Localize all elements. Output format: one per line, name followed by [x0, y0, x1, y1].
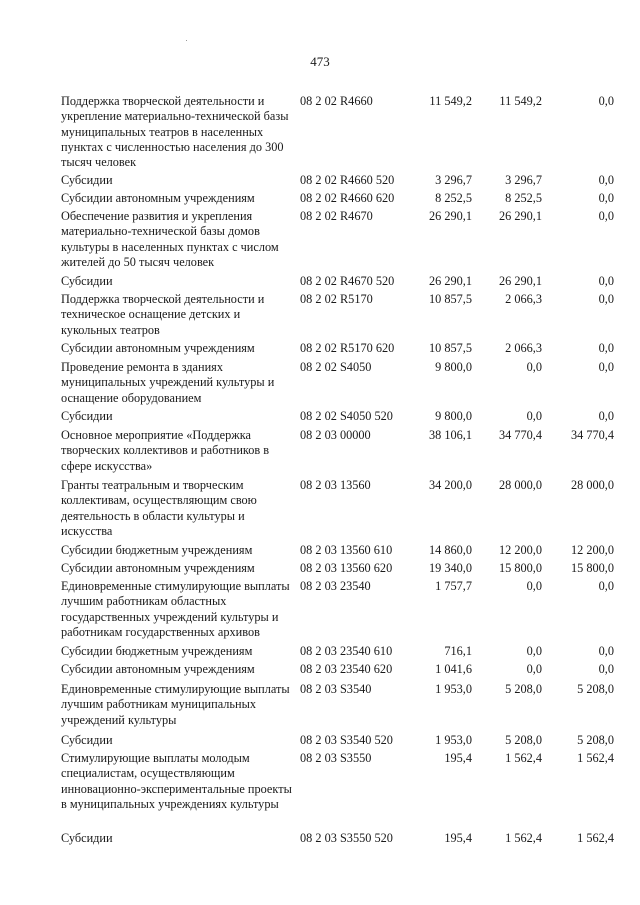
- row-value-3: 0,0: [598, 644, 614, 658]
- row-value-1: 3 296,7: [435, 173, 472, 187]
- row-code: 08 2 02 R4660: [300, 94, 373, 108]
- row-value-3: 0,0: [598, 292, 614, 306]
- row-code: 08 2 03 13560 620: [300, 561, 393, 575]
- row-value-1: 38 106,1: [428, 428, 472, 442]
- row-value-2: 3 296,7: [505, 173, 542, 187]
- row-value-2: 34 770,4: [498, 428, 542, 442]
- row-value-1: 34 200,0: [428, 478, 472, 492]
- row-name: Поддержка творческой деятельности и техническое оснащение детских и кукольных театров: [61, 292, 265, 337]
- row-value-3: 0,0: [598, 173, 614, 187]
- row-value-2: 2 066,3: [505, 292, 542, 306]
- row-name: Субсидии: [61, 274, 113, 288]
- row-name: Субсидии: [61, 173, 113, 187]
- row-code: 08 2 03 S3540 520: [300, 733, 393, 747]
- row-value-2: 5 208,0: [505, 682, 542, 696]
- row-value-1: 1 757,7: [435, 579, 472, 593]
- row-value-1: 1 953,0: [435, 682, 472, 696]
- row-value-3: 0,0: [598, 274, 614, 288]
- row-value-2: 15 800,0: [498, 561, 542, 575]
- row-code: 08 2 02 S4050: [300, 360, 372, 374]
- row-code: 08 2 02 R4670: [300, 209, 373, 223]
- row-value-3: 5 208,0: [577, 682, 614, 696]
- row-name: Субсидии: [61, 409, 113, 423]
- row-value-3: 0,0: [598, 579, 614, 593]
- row-name: Поддержка творческой деятельности и укрепление материально-технической базы муниципальных театров в населенных пунктах с численностью населения до 300 тысяч человек: [61, 94, 289, 170]
- row-code: 08 2 03 S3550: [300, 751, 372, 765]
- row-code: 08 2 02 R5170 620: [300, 341, 395, 355]
- row-value-3: 28 000,0: [570, 478, 614, 492]
- row-value-1: 26 290,1: [428, 209, 472, 223]
- row-value-3: 0,0: [598, 341, 614, 355]
- row-name: Субсидии автономным учреждениям: [61, 662, 255, 676]
- row-code: 08 2 03 00000: [300, 428, 371, 442]
- row-value-2: 0,0: [526, 644, 542, 658]
- row-value-1: 14 860,0: [428, 543, 472, 557]
- row-code: 08 2 02 S4050 520: [300, 409, 393, 423]
- row-code: 08 2 03 23540 610: [300, 644, 393, 658]
- row-name: Субсидии автономным учреждениям: [61, 191, 255, 205]
- row-value-2: 12 200,0: [498, 543, 542, 557]
- row-value-3: 0,0: [598, 94, 614, 108]
- row-name: Субсидии: [61, 831, 113, 845]
- row-value-1: 9 800,0: [435, 409, 472, 423]
- row-code: 08 2 02 R4670 520: [300, 274, 395, 288]
- row-value-1: 10 857,5: [428, 341, 472, 355]
- row-code: 08 2 02 R4660 520: [300, 173, 395, 187]
- row-code: 08 2 02 R5170: [300, 292, 373, 306]
- row-name: Субсидии бюджетным учреждениям: [61, 644, 253, 658]
- row-code: 08 2 03 S3550 520: [300, 831, 393, 845]
- row-value-3: 0,0: [598, 409, 614, 423]
- row-name: Единовременные стимулирующие выплаты лучшим работникам муниципальных учреждений культуры: [61, 682, 290, 727]
- row-value-3: 0,0: [598, 209, 614, 223]
- row-name: Субсидии бюджетным учреждениям: [61, 543, 253, 557]
- row-value-2: 1 562,4: [505, 751, 542, 765]
- row-name: Обеспечение развития и укрепления материально-технической базы домов культуры в населенных пунктах с числом жителей до 50 тысяч человек: [61, 209, 279, 269]
- row-value-2: 8 252,5: [505, 191, 542, 205]
- row-value-3: 0,0: [598, 662, 614, 676]
- row-value-1: 1 041,6: [435, 662, 472, 676]
- row-value-1: 195,4: [444, 831, 472, 845]
- row-value-2: 26 290,1: [498, 209, 542, 223]
- row-value-1: 10 857,5: [428, 292, 472, 306]
- row-value-3: 1 562,4: [577, 751, 614, 765]
- scan-speck: [186, 40, 187, 41]
- row-value-3: 5 208,0: [577, 733, 614, 747]
- row-name: Основное мероприятие «Поддержка творческих коллективов и работников в сфере искусства»: [61, 428, 270, 473]
- row-value-2: 1 562,4: [505, 831, 542, 845]
- row-value-1: 195,4: [444, 751, 472, 765]
- row-name: Субсидии автономным учреждениям: [61, 561, 255, 575]
- row-value-3: 15 800,0: [570, 561, 614, 575]
- row-name: Гранты театральным и творческим коллективам, осуществляющим свою деятельность в области культуры и искусства: [61, 478, 257, 538]
- row-name: Субсидии: [61, 733, 113, 747]
- row-value-3: 34 770,4: [570, 428, 614, 442]
- row-value-2: 0,0: [526, 409, 542, 423]
- row-value-1: 9 800,0: [435, 360, 472, 374]
- row-value-1: 19 340,0: [428, 561, 472, 575]
- row-value-2: 28 000,0: [498, 478, 542, 492]
- row-value-3: 12 200,0: [570, 543, 614, 557]
- row-name: Субсидии автономным учреждениям: [61, 341, 255, 355]
- row-value-1: 1 953,0: [435, 733, 472, 747]
- row-code: 08 2 03 23540: [300, 579, 371, 593]
- row-value-3: 1 562,4: [577, 831, 614, 845]
- row-value-2: 11 549,2: [499, 94, 542, 108]
- row-value-1: 11 549,2: [429, 94, 472, 108]
- row-value-1: 716,1: [444, 644, 472, 658]
- row-value-2: 0,0: [526, 662, 542, 676]
- row-value-3: 0,0: [598, 191, 614, 205]
- row-code: 08 2 02 R4660 620: [300, 191, 395, 205]
- row-value-3: 0,0: [598, 360, 614, 374]
- page-number: 473: [310, 54, 330, 69]
- row-name: Стимулирующие выплаты молодым специалистам, осуществляющим инновационно-экспериментальные проекты в муниципальных учреждениях культуры: [61, 751, 292, 811]
- row-code: 08 2 03 23540 620: [300, 662, 393, 676]
- row-name: Единовременные стимулирующие выплаты лучшим работникам областных государственных учреждений культуры и работникам государственных архивов: [61, 579, 290, 639]
- row-value-2: 0,0: [526, 579, 542, 593]
- row-value-2: 0,0: [526, 360, 542, 374]
- row-name: Проведение ремонта в зданиях муниципальных учреждений культуры и оснащение оборудованием: [61, 360, 275, 405]
- row-value-1: 8 252,5: [435, 191, 472, 205]
- row-value-1: 26 290,1: [428, 274, 472, 288]
- row-value-2: 2 066,3: [505, 341, 542, 355]
- row-code: 08 2 03 13560: [300, 478, 371, 492]
- row-code: 08 2 03 13560 610: [300, 543, 393, 557]
- row-value-2: 26 290,1: [498, 274, 542, 288]
- row-value-2: 5 208,0: [505, 733, 542, 747]
- row-code: 08 2 03 S3540: [300, 682, 372, 696]
